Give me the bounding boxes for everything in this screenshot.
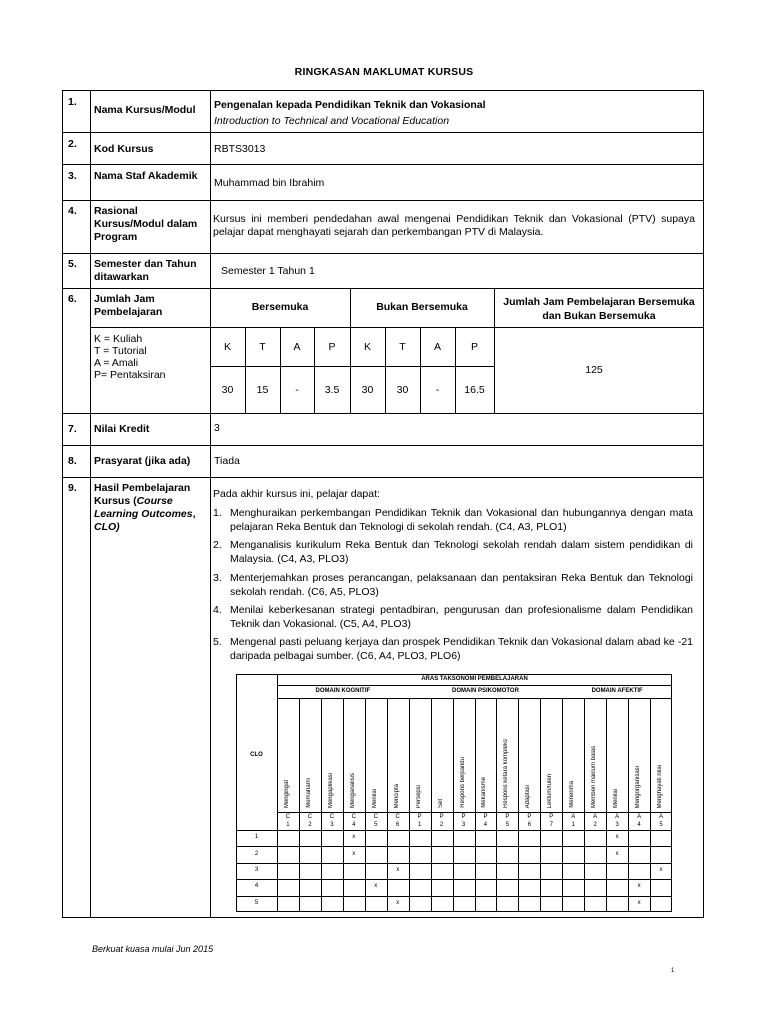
grid-line [453, 698, 454, 912]
level-code: 6 [527, 822, 532, 828]
level-code: 2 [439, 822, 444, 828]
domain-header: DOMAIN AFEKTIF [591, 688, 643, 694]
taxonomy-level: Mengorganisasi [635, 765, 642, 808]
level-code: C [329, 814, 335, 820]
clo-number: 1. [213, 507, 222, 519]
grid-line [343, 698, 344, 912]
taxonomy-mark: x [615, 850, 619, 857]
taxonomy-level: Menerima [569, 781, 576, 808]
level-code: P [549, 814, 554, 820]
level-code: 3 [330, 822, 334, 828]
label-course-code: Kod Kursus [94, 143, 154, 155]
grid-line [496, 698, 497, 912]
row-number: 4. [68, 205, 77, 217]
course-name-en: Introduction to Technical and Vocational Education [214, 115, 450, 127]
clo-item [213, 571, 693, 599]
grid-line [518, 698, 519, 912]
hour-type-header: P [470, 341, 478, 353]
level-code: 1 [286, 822, 290, 828]
hour-type-header: A [293, 341, 301, 353]
level-code: A [637, 814, 642, 820]
taxonomy-level: Mekanisme [481, 777, 488, 808]
taxonomy-level: Persepsi [415, 784, 422, 808]
domain-header: DOMAIN PSIKOMOTOR [452, 688, 519, 694]
label-rationale: Rasional Kursus/Modul dalam Program [94, 205, 198, 243]
row-divider [62, 413, 704, 414]
level-code: 5 [659, 822, 663, 828]
legend-item: A = Amali [94, 357, 139, 369]
level-code: P [505, 814, 510, 820]
row-divider [62, 445, 704, 446]
taxonomy-mark: x [352, 850, 356, 857]
clo-intro: Pada akhir kursus ini, pelajar dapat: [213, 488, 380, 500]
header-total-hours: Jumlah Jam Pembelajaran Bersemuka dan Bukan Bersemuka [503, 296, 695, 322]
course-code: RBTS3013 [214, 143, 266, 155]
taxonomy-mark: x [352, 834, 356, 841]
grid-line [299, 698, 300, 912]
grid-line [584, 698, 585, 912]
row-divider [62, 477, 704, 478]
clo-row-label: 4 [254, 883, 259, 890]
taxonomy-level: Menilai [613, 788, 620, 808]
taxonomy-level: Memahami [305, 778, 312, 808]
taxonomy-level: Respons berpandu [459, 757, 466, 808]
rationale: Kursus ini memberi pendedahan awal mengenai Pendidikan Teknik dan Vokasional (PTV) supaya pelajar dapat menghayati sejarah dan perkembangan PTV di Malaysia. [213, 213, 695, 238]
level-code: A [593, 814, 598, 820]
clo-number: 4. [213, 604, 222, 616]
grid-line [650, 698, 651, 912]
page-number: 1 [671, 968, 675, 974]
row-number: 2. [68, 138, 77, 150]
level-code: 7 [549, 822, 553, 828]
label-learning-hours: Jumlah Jam Pembelajaran [94, 293, 163, 318]
level-code: C [307, 814, 313, 820]
taxonomy-mark: x [659, 867, 663, 873]
clo-row-label: 5 [254, 899, 259, 906]
level-code: C [285, 814, 291, 820]
page-title: RINGKASAN MAKLUMAT KURSUS [294, 66, 474, 78]
grid-line [540, 698, 541, 912]
domain-header: DOMAIN KOGNITIF [315, 688, 371, 694]
row-number: 9. [68, 482, 77, 494]
taxonomy-level: Menganalisis [349, 772, 356, 808]
hour-type-header: T [399, 341, 406, 353]
row-number: 8. [68, 455, 77, 467]
taxonomy-mark: x [396, 867, 400, 873]
clo-header: CLO [250, 752, 263, 758]
level-code: P [483, 814, 488, 820]
grid-line [365, 698, 366, 912]
academic-staff: Muhammad bin Ibrahim [214, 177, 325, 189]
level-code: 5 [374, 822, 378, 828]
taxonomy-level: Memberi maklum balas [591, 745, 598, 808]
footer-note: Berkuat kuasa mulai Jun 2015 [92, 944, 214, 954]
level-code: P [461, 814, 466, 820]
legend-item: T = Tutorial [94, 345, 147, 357]
grid-line [431, 698, 432, 912]
level-code: 4 [483, 822, 488, 828]
hour-value: 30 [396, 384, 409, 396]
level-code: 1 [417, 822, 422, 828]
taxonomy-level: Lektum/tulen [547, 773, 554, 808]
label-clo-italic: Course Learning Outcomes [94, 495, 193, 520]
taxonomy-level: Adaptasi [525, 784, 532, 808]
level-code: C [373, 814, 378, 820]
hour-value: 16.5 [464, 384, 485, 396]
hour-type-header: A [433, 341, 441, 353]
level-code: A [571, 814, 576, 820]
row-divider [210, 366, 494, 367]
clo-text: Menilai keberkesanan strategi pentadbiran, pengurusan dan profesionalisme dalam Pendidikan Teknik dan Vokasional. (C5, A4, PLO3) [230, 604, 693, 630]
level-code: 3 [615, 822, 619, 828]
taxonomy-level: Menilai [371, 788, 378, 808]
grid-line [562, 698, 563, 912]
level-code: C [395, 814, 400, 820]
hour-value: - [295, 384, 299, 396]
row-number: 6. [68, 293, 77, 305]
total-hours: 125 [585, 364, 603, 376]
row-divider [62, 164, 704, 165]
grid-line [277, 685, 672, 686]
hour-value: 3.5 [324, 384, 340, 396]
level-code: 3 [461, 822, 466, 828]
grid-line [628, 698, 629, 912]
col-divider [245, 327, 246, 413]
taxonomy-title: ARAS TAKSONOMI PEMBELAJARAN [421, 676, 528, 682]
taxonomy-mark: x [615, 834, 619, 841]
clo-row-label: 1 [254, 834, 259, 841]
row-divider [90, 327, 704, 328]
label-credit: Nilai Kredit [94, 423, 150, 435]
taxonomy-level: Set [437, 798, 444, 808]
level-code: 2 [593, 822, 597, 828]
label-clo-sep: , [192, 508, 196, 520]
taxonomy-mark: x [374, 883, 378, 890]
label-prerequisite: Prasyarat (jika ada) [94, 455, 191, 467]
col-divider [314, 327, 315, 413]
row-number: 1. [68, 96, 77, 108]
hour-value: 30 [361, 384, 374, 396]
level-code: 5 [505, 822, 510, 828]
row-number: 5. [68, 258, 77, 270]
col-divider [455, 327, 456, 413]
hour-type-header: K [363, 341, 371, 353]
clo-text: Menganalisis kurikulum Reka Bentuk dan Teknologi sekolah rendah dalam sistem pendidikan di Malaysia. (C4, A3, PLO3) [230, 539, 693, 565]
clo-item [213, 635, 693, 663]
row-divider [62, 253, 704, 254]
header-face-to-face: Bersemuka [251, 301, 309, 313]
level-code: 6 [396, 822, 400, 828]
grid-line [475, 698, 476, 912]
grid-line [387, 698, 388, 912]
label-course-name: Nama Kursus/Modul [94, 104, 196, 116]
grid-line [321, 698, 322, 912]
clo-item [213, 603, 693, 631]
level-code: 4 [352, 822, 356, 828]
taxonomy-level: Respons ketara kompleks [503, 738, 510, 808]
taxonomy-mark: x [637, 883, 641, 890]
prerequisite: Tiada [214, 455, 240, 467]
hour-value: - [435, 384, 440, 396]
legend-item: K = Kuliah [94, 333, 143, 345]
row-divider [62, 288, 704, 289]
clo-number: 3. [213, 572, 222, 584]
clo-text: Mengenal pasti peluang kerjaya dan prospek Pendidikan Teknik dan Vokasional dalam abad ke -21 daripada pelbagai sumber. (C6, A4, PLO3, PLO6) [230, 636, 693, 662]
level-code: A [659, 814, 664, 820]
legend-item: P= Pentaksiran [94, 369, 166, 381]
level-code: 2 [308, 822, 312, 828]
taxonomy-level: Mengingat [283, 779, 290, 808]
clo-text: Menghuraikan perkembangan Pendidikan Teknik dan Vokasional dan hubungannya dengan mata pelajaran Reka Bentuk dan Teknologi di sekolah rendah. (C4, A3, PLO1) [230, 507, 693, 533]
clo-text: Menterjemahkan proses perancangan, pelaksanaan dan pentaksiran Reka Bentuk dan Teknologi sekolah rendah. (C6, A5, PLO3) [230, 572, 693, 598]
hour-value: 30 [221, 384, 234, 396]
label-clo-part: Hasil Pembelajaran Kursus ( [94, 482, 191, 507]
taxonomy-level: Mengaplikasi [327, 772, 334, 808]
semester: Semester 1 Tahun 1 [221, 265, 315, 277]
clo-item [213, 538, 693, 566]
row-divider [62, 132, 704, 133]
col-divider [90, 90, 91, 918]
level-code: P [527, 814, 532, 820]
hour-type-header: T [259, 341, 266, 353]
grid-line [606, 698, 607, 912]
clo-number: 5. [213, 636, 222, 648]
level-code: C [351, 814, 356, 820]
hour-type-header: K [223, 341, 231, 353]
col-divider [420, 327, 421, 413]
taxonomy-mark: x [637, 899, 641, 906]
taxonomy-level: Mencipta [393, 783, 400, 808]
course-name-ms: Pengenalan kepada Pendidikan Teknik dan Vokasional [214, 99, 486, 111]
grid-line [277, 674, 278, 912]
row-divider [62, 200, 704, 201]
col-divider [280, 327, 281, 413]
clo-number: 2. [213, 539, 222, 551]
level-code: A [615, 814, 620, 820]
header-non-face-to-face: Bukan Bersemuka [376, 301, 468, 313]
label-clo [94, 482, 212, 534]
row-number: 3. [68, 170, 77, 182]
label-semester: Semester dan Tahun ditawarkan [94, 258, 197, 283]
grid-line [409, 698, 410, 912]
clo-row-label: 3 [254, 867, 259, 873]
taxonomy-level: Menghayati nilai [657, 764, 664, 808]
level-code: P [439, 814, 444, 820]
row-number: 7. [68, 423, 77, 435]
level-code: P [417, 814, 422, 820]
level-code: 1 [571, 822, 575, 828]
label-academic-staff: Nama Staf Akademik [94, 170, 198, 182]
credit: 3 [214, 422, 220, 434]
clo-item [213, 506, 693, 534]
hour-type-header: P [328, 341, 336, 353]
hour-value: 15 [256, 384, 269, 396]
clo-row-label: 2 [254, 850, 259, 857]
level-code: 4 [637, 822, 641, 828]
label-clo-end: CLO) [94, 521, 120, 533]
taxonomy-mark: x [396, 899, 400, 906]
col-divider [385, 327, 386, 413]
